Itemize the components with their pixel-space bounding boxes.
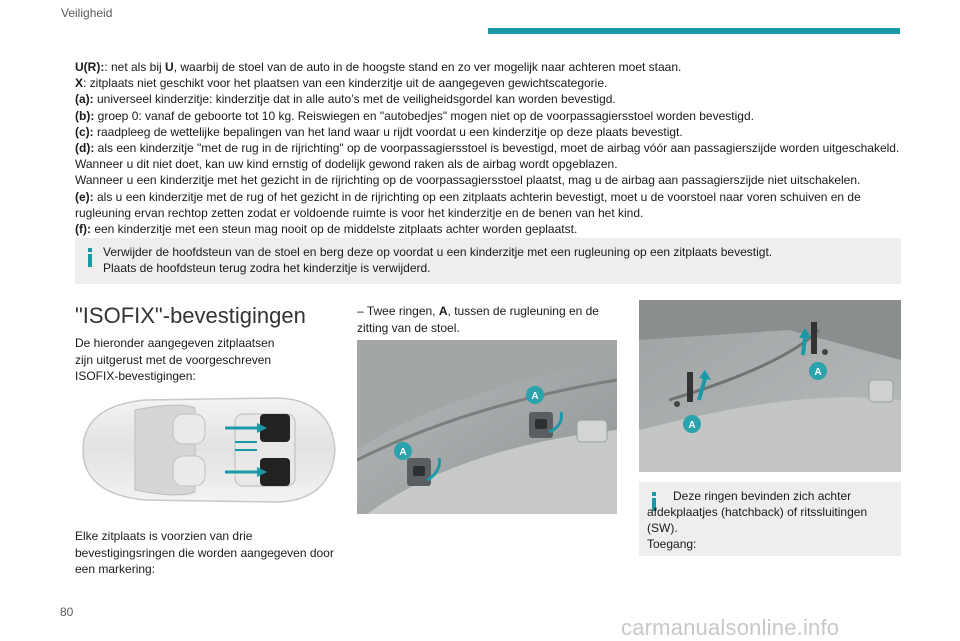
- rings-description: – Twee ringen, A, tussen de rugleuning en de zitting van de stoel.: [357, 304, 599, 335]
- rear-seat-photo: [357, 340, 617, 514]
- info-note-rings-location: [639, 482, 901, 556]
- label-a-marker: A: [814, 367, 822, 378]
- car-top-view-illustration: [75, 390, 340, 508]
- intro-text: De hieronder aangegeven zitplaatsen zijn uitgerust met de voorgeschreven ISOFIX-bevestigingen:: [75, 336, 275, 383]
- label-a-marker: A: [531, 391, 539, 402]
- section-header: Veiligheid: [61, 6, 113, 20]
- definition-item: (a): universeel kinderzitje: kinderzitje dat in alle auto’s met de veiligheidsgordel kan worden bevestigd.: [75, 92, 616, 107]
- label-a-marker: A: [688, 420, 696, 431]
- header-accent-bar: [488, 28, 900, 34]
- rings-intro-text: Elke zitplaats is voorzien van drie bevestigingsringen die worden aangegeven door een markering:: [75, 529, 334, 576]
- note-text: Verwijder de hoofdsteun van de stoel en berg deze op voordat u een kinderzitje met een rugleuning op een zitplaats bevestigt. Plaats de hoofdsteun terug zodra het kinderzitje is verwijderd.: [103, 245, 773, 275]
- definition-item: (f): een kinderzitje met een steun mag nooit op de middelste zitplaats achter worden geplaatst.: [75, 222, 578, 237]
- definition-item: X: zitplaats niet geschikt voor het plaatsen van een kinderzitje uit de aangegeven gewichtscategorie.: [75, 76, 608, 91]
- seat-ring-closeup-photo: [639, 300, 901, 472]
- definition-item: (b): groep 0: vanaf de geboorte tot 10 kg. Reiswiegen en "autobedjes" mogen niet op de voorpassagiersstoel worden bevestigd.: [75, 108, 754, 123]
- definition-item: (e): als u een kinderzitje met de rug of het gezicht in de rijrichting op een zitplaats achterin bevestigt, moet u de voorstoel naar voren schuiven en de rugleuning ervan rechtop zetten zodat er voldoende ruimte is voor het kinderzitje en de benen van het kind.: [75, 189, 861, 220]
- definition-item: U(R):: net als bij U, waarbij de stoel van de auto in de hoogste stand en zo ver mogelijk naar achteren moet staan.: [75, 60, 682, 74]
- definitions-list: [75, 59, 905, 237]
- note-text-access: Toegang:: [647, 537, 697, 551]
- label-a-marker: A: [399, 447, 407, 458]
- section-title: "ISOFIX"-bevestigingen: [75, 303, 306, 328]
- definition-item: (d): als een kinderzitje "met de rug in de rijrichting" op de voorpassagiersstoel is bevestigd, moet de airbag vóór aan passagierszijde worden uitgeschakeld. Wanneer u dit niet doet, kan uw kind ernstig of dodelijk gewond raken als de airbag wordt opgeblazen.: [75, 141, 900, 172]
- definition-item: Wanneer u een kinderzitje met het gezicht in de rijrichting op de voorpassagiersstoel plaatst, mag u de airbag aan passagierszijde niet uitschakelen.: [75, 173, 861, 188]
- note-text: Deze ringen bevinden zich achter afdekplaatjes (hatchback) of ritssluitingen (SW).: [647, 489, 868, 535]
- page-number: 80: [60, 605, 74, 619]
- watermark: carmanualsonline.info: [621, 615, 840, 640]
- info-note-headrest: [75, 238, 901, 284]
- definition-item: (c): raadpleeg de wettelijke bepalingen van het land waar u rijdt voordat u een kinderzitje op deze plaats bevestigt.: [75, 124, 683, 139]
